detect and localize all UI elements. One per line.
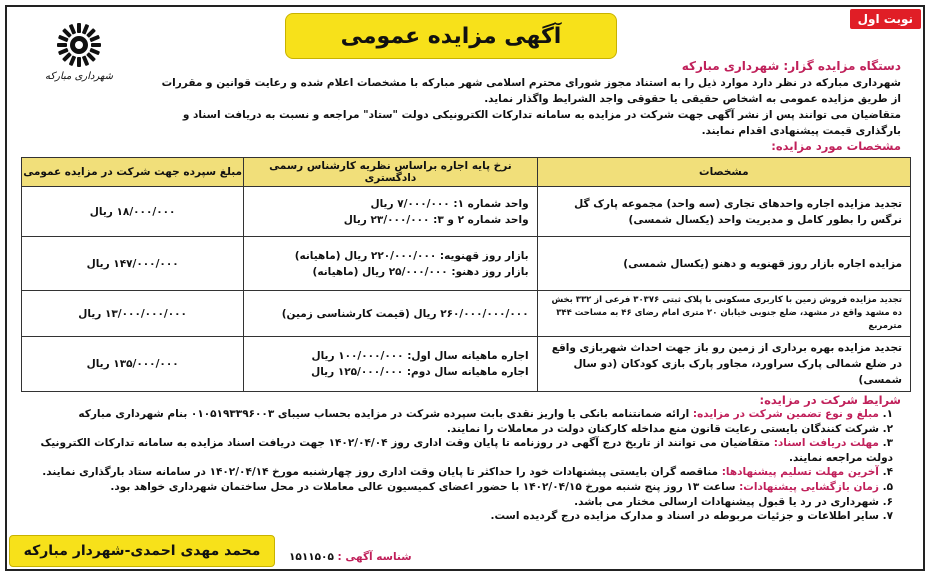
item-description: تجدید مزایده بهره برداری از زمین رو باز جهت احداث شهربازی واقع در ضلع شمالی پارک سراورد، مجاور پارک بازی کودکان (دو سال شمسی)	[537, 337, 910, 392]
item-base-rate	[244, 291, 537, 337]
table-row	[22, 187, 911, 237]
ad-frame	[5, 5, 925, 571]
item-base-rate	[244, 337, 537, 392]
conditions-list	[13, 407, 907, 524]
table-row	[22, 291, 911, 337]
conditions-heading: شرایط شرکت در مزایده:	[759, 393, 901, 407]
item-base-rate	[244, 187, 537, 237]
item-deposit: ۱۸/۰۰۰/۰۰۰ ریال	[22, 187, 244, 237]
rate-line: اجاره ماهیانه سال دوم: ۱۲۵/۰۰۰/۰۰۰ ریال	[311, 366, 529, 378]
table-row	[22, 237, 911, 291]
organizer-label: دستگاه مزایده گزار: شهرداری مبارکه	[681, 59, 901, 73]
page-title: آگهی مزایده عمومی	[285, 13, 617, 59]
municipality-emblem-icon	[55, 21, 103, 69]
header-base-rate: نرخ پایه اجاره براساس نظریه کارشناس رسمی دادگستری	[244, 158, 537, 187]
ad-id-value: ۱۵۱۱۵۰۵	[289, 551, 334, 563]
condition-item: ۳. مهلت دریافت اسناد: متقاضیان می توانند از تاریخ درج آگهی در روزنامه تا پایان وقت اداری روز ۱۴۰۲/۰۴/۰۴ جهت دریافت اسناد مزایده به سامانه تدارکات الکترونیک دولت مراجعه نمایند.	[40, 437, 893, 464]
intro-text	[141, 75, 901, 139]
signature-box: محمد مهدی احمدی-شهردار مبارکه	[9, 535, 275, 567]
rate-line: واحد شماره ۲ و ۳: ۲۳/۰۰۰/۰۰۰ ریال	[343, 213, 529, 226]
item-description: مزایده اجاره بازار روز قهنویه و دهنو (یکسال شمسی)	[537, 237, 910, 291]
item-base-rate	[244, 237, 537, 291]
condition-item: ۲. شرکت کنندگان بایستی رعایت قانون منع مداخله کارکنان دولت در معاملات را نمایند.	[446, 422, 893, 435]
item-deposit: ۱۳۵/۰۰۰/۰۰۰ ریال	[22, 337, 244, 392]
rate-line: بازار روز دهنو: ۲۵/۰۰۰/۰۰۰ ریال (ماهیانه)	[312, 265, 529, 278]
rate-line: واحد شماره ۱: ۷/۰۰۰/۰۰۰ ریال	[370, 197, 529, 210]
item-description: تجدید مزایده اجاره واحدهای تجاری (سه واحد) مجموعه پارک گل نرگس را بطور کامل و مدیریت واحد (یکسال شمسی)	[537, 187, 910, 237]
ad-id-label: شناسه آگهی :	[337, 551, 412, 563]
table-header-row	[22, 158, 911, 187]
ad-identifier	[289, 551, 412, 563]
logo-caption: شهرداری مبارکه	[45, 71, 113, 82]
item-description: تجدید مزایده فروش زمین با کاربری مسکونی با پلاک ثبتی ۳۰۳۷۶ فرعی از ۳۳۲ بخش ده مشهد واقع در مشهد، ضلع جنوبی خیابان ۲۰ متری امام رضای ۴۶ به مساحت ۳۴۴ مترمربع	[537, 291, 910, 337]
auction-items-table	[21, 157, 911, 392]
rate-line: اجاره ماهیانه سال اول: ۱۰۰/۰۰۰/۰۰۰ ریال	[311, 350, 529, 362]
condition-item: ۵. زمان بازگشایی پیشنهادات: ساعت ۱۳ روز پنج شنبه مورخ ۱۴۰۲/۰۴/۱۵ با حضور اعضای کمیسیون عالی معاملات در محل ساختمان شهرداری خواهد بود.	[110, 480, 893, 493]
item-deposit: ۱۴۷/۰۰۰/۰۰۰ ریال	[22, 237, 244, 291]
intro-line: متقاضیان می توانند پس از نشر آگهی جهت شرکت در مزایده به سامانه تدارکات الکترونیکی دولت "ستاد" مراجعه و نسبت به دریافت اسناد و بارگذاری قیمت پیشنهادی اقدام نمایند.	[182, 109, 901, 137]
item-deposit: ۱۳/۰۰۰/۰۰۰/۰۰۰ ریال	[22, 291, 244, 337]
condition-item: ۷. سایر اطلاعات و جزئیات مربوطه در اسناد و مدارک مزایده درج گردیده است.	[490, 510, 893, 523]
items-heading: مشخصات مورد مزایده:	[771, 139, 901, 153]
header-specs: مشخصات	[537, 158, 910, 187]
intro-line: از طریق مزایده عمومی به اشخاص حقیقی یا حقوقی واجد الشرایط واگذار نماید.	[484, 93, 901, 105]
rate-line: ۲۶۰/۰۰۰/۰۰۰/۰۰۰ ریال (قیمت کارشناسی زمین)	[281, 307, 529, 320]
logo	[19, 21, 139, 85]
table-row	[22, 337, 911, 392]
intro-line: شهرداری مبارکه در نظر دارد موارد ذیل را به استناد مجوز شورای محترم اسلامی شهر مبارکه با مشخصات اعلام شده و رعایت قوانین و مقررات	[161, 77, 901, 89]
edition-badge: نوبت اول	[850, 9, 921, 29]
condition-item: ۱. مبلغ و نوع تضمین شرکت در مزایده: ارائه ضمانتنامه بانکی یا واریز نقدی بابت سپرده شرکت در مزایده بحساب سیبای ۰۱۰۵۱۹۳۳۹۶۰۰۳ بنام شهرداری مبارکه	[78, 408, 893, 420]
header-deposit: مبلغ سپرده جهت شرکت در مزایده عمومی	[22, 158, 244, 187]
condition-item: ۴. آخرین مهلت تسلیم پیشنهادها: مناقصه گران بایستی پیشنهادات خود را حداکثر تا پایان وقت اداری روز چهارشنبه مورخ ۱۴۰۲/۰۴/۱۴ در سامانه ستاد بارگذاری نمایند.	[42, 466, 893, 479]
rate-line: بازار روز قهنویه: ۲۲۰/۰۰۰/۰۰۰ ریال (ماهیانه)	[294, 249, 529, 262]
condition-item: ۶. شهرداری در رد یا قبول پیشنهادات ارسالی مختار می باشد.	[574, 495, 893, 508]
